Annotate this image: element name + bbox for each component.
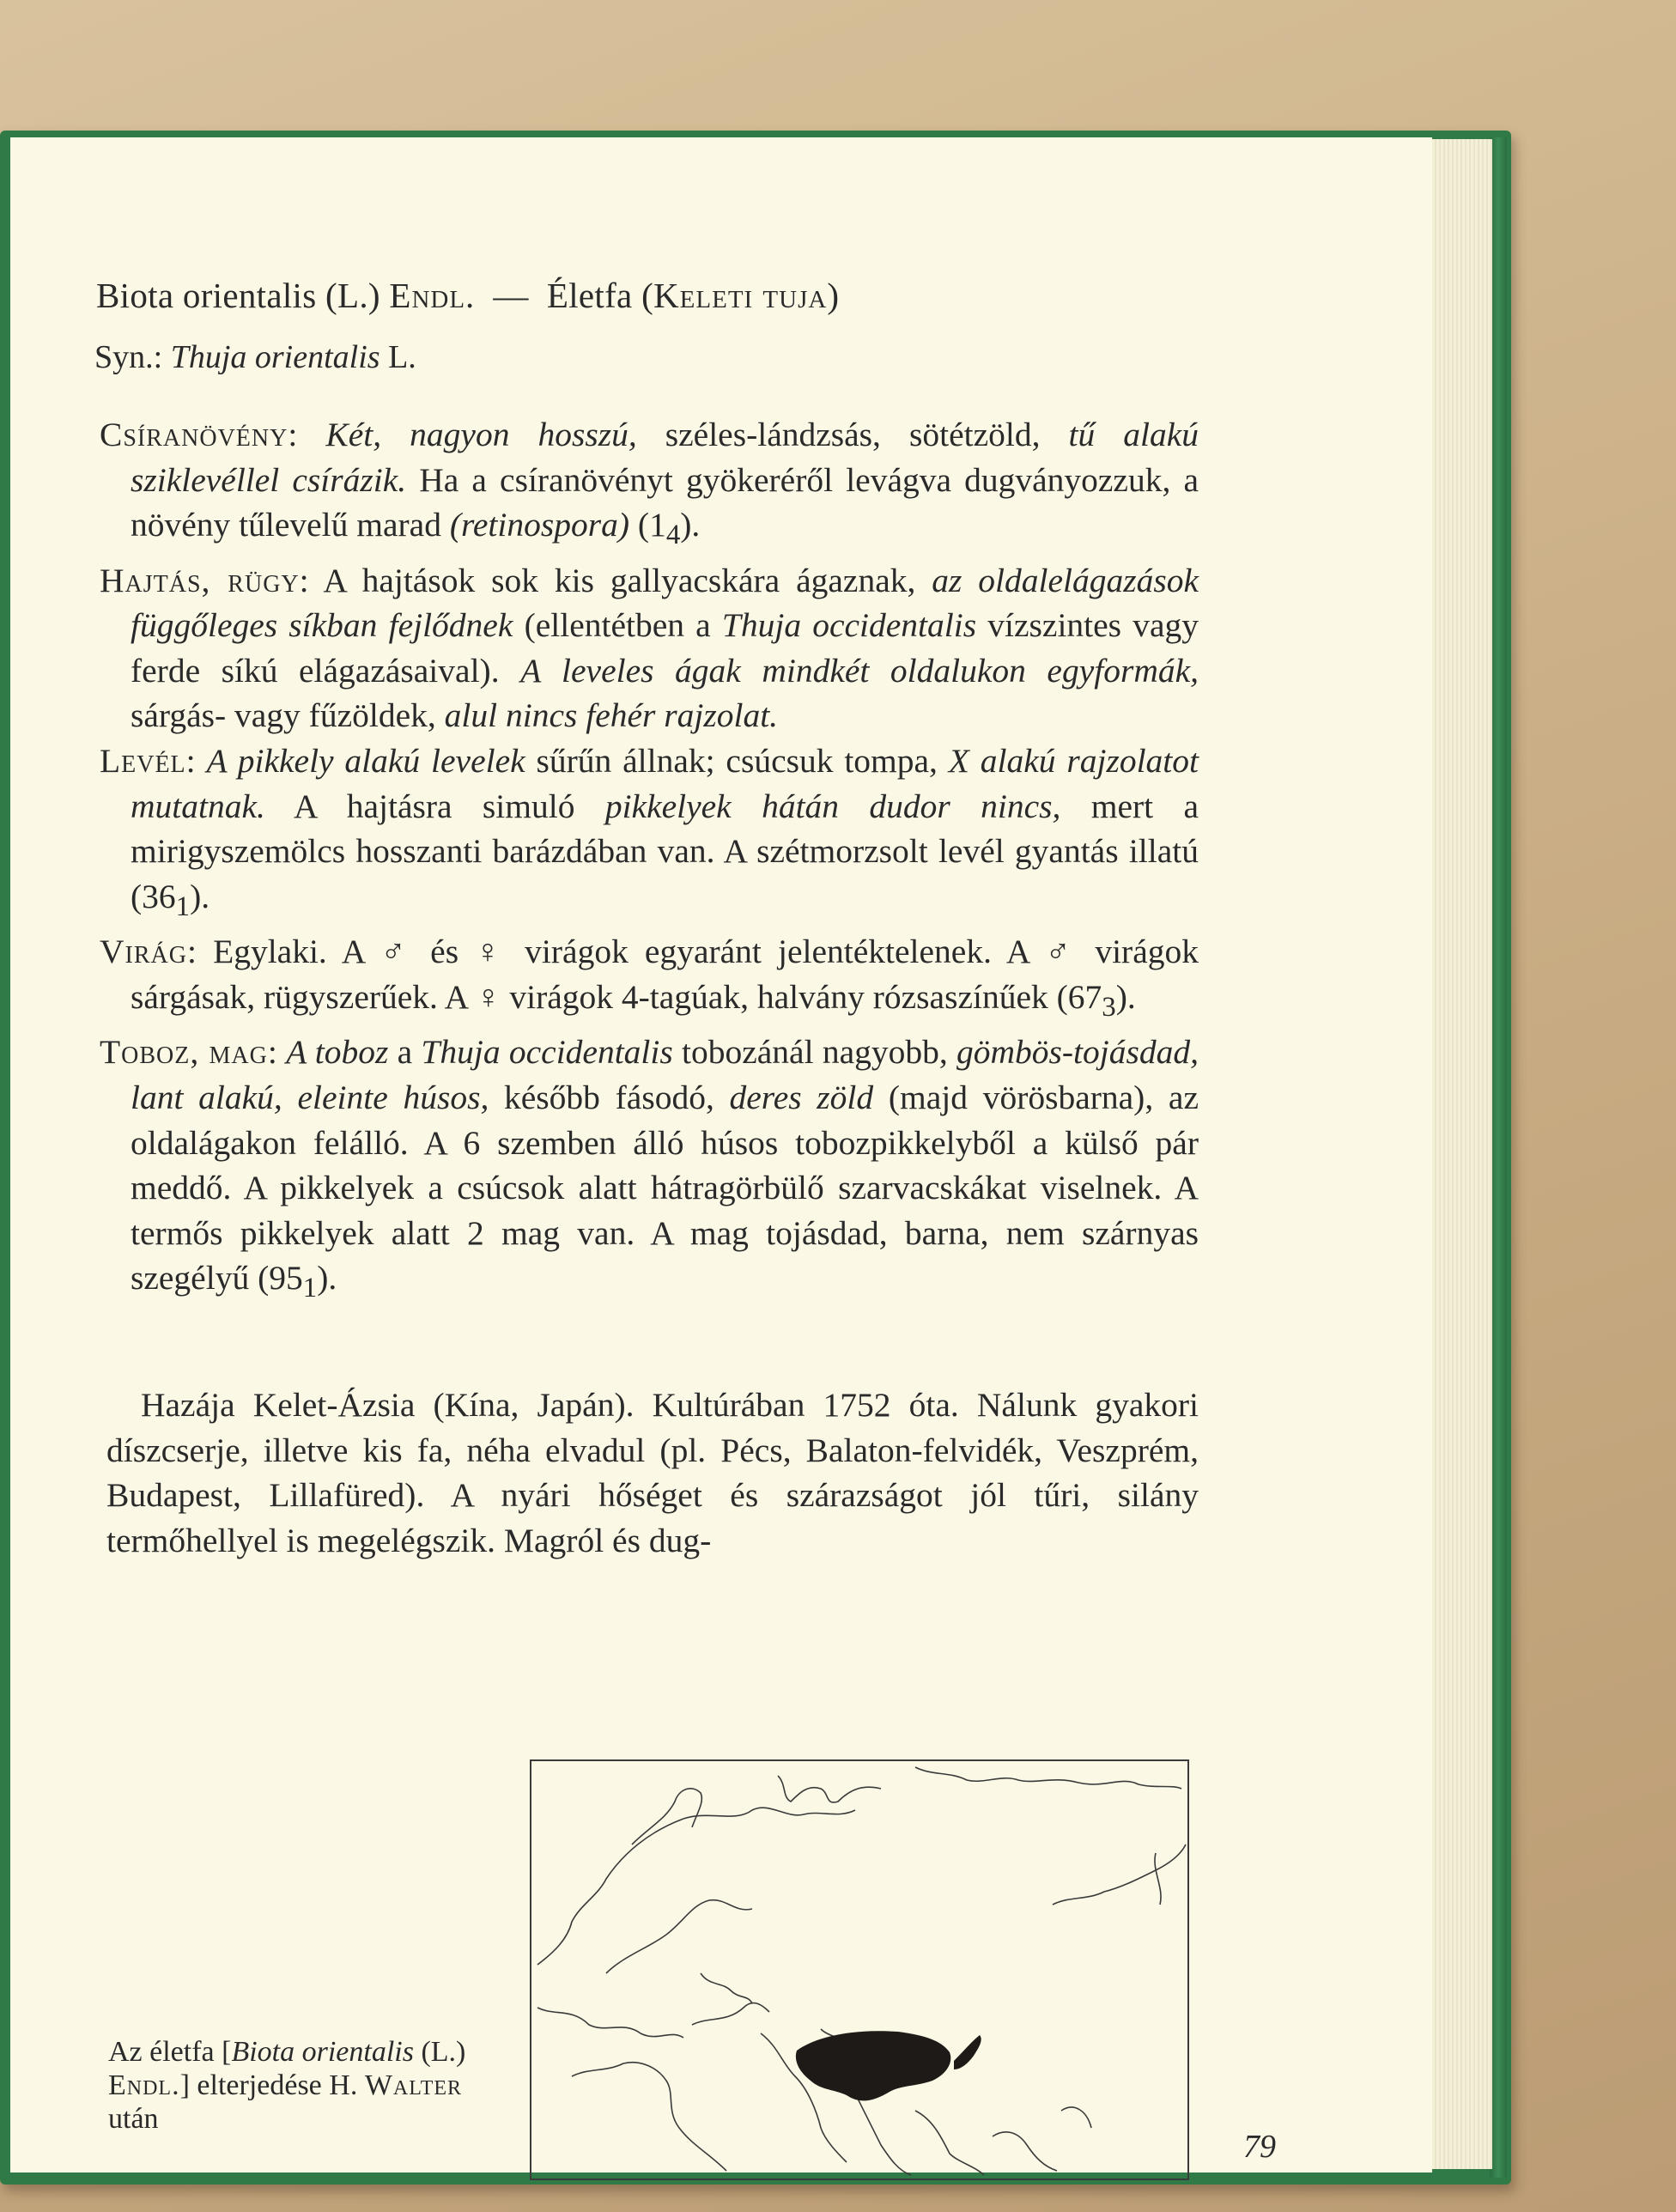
caption-text: után — [108, 2103, 159, 2135]
species-heading — [96, 275, 839, 316]
dash: — — [493, 276, 529, 315]
label-separator: : — [186, 933, 197, 971]
label-separator: : — [288, 416, 298, 453]
text: tobozánál nagyobb, — [672, 1033, 956, 1072]
range-map-figure — [520, 1750, 1199, 2190]
text-italic: Thuja occidentalis — [421, 1033, 673, 1072]
section-label: Virág — [100, 933, 187, 971]
text-italic: X alakú rajzolatot mutatnak. — [131, 742, 1199, 825]
text: sűrűn állnak; csúcsuk tompa, — [525, 742, 949, 781]
text-italic: A leveles ágak mindkét oldalukon egyformák, — [520, 651, 1199, 690]
caption-text: Az életfa [ — [108, 2036, 232, 2068]
synonym-prefix: Syn.: — [94, 339, 163, 375]
text: széles-lándzsás, sötétzöld, — [636, 416, 1069, 453]
range-area-china — [796, 2031, 950, 2100]
label-separator: : — [267, 1033, 277, 1072]
text: ). — [317, 1259, 337, 1297]
synonym-author: L. — [388, 339, 416, 375]
text: Ha a csíranövényt gyökeréről levágva dugványozzuk, a növény tűlevelű marad — [131, 460, 1199, 544]
paren-close: ) — [827, 276, 840, 315]
caption-species: Biota orientalis — [231, 2036, 414, 2068]
section-label: Csíranövény — [100, 416, 288, 453]
figure-ref-sub: 3 — [1102, 991, 1116, 1023]
text-italic: Két, nagyon hosszú, — [325, 416, 637, 453]
page-number: 79 — [1243, 2129, 1276, 2165]
book-page — [10, 137, 1432, 2172]
distribution-paragraph: Hazája Kelet-Ázsia (Kína, Japán). Kultúrában 1752 óta. Nálunk gyakori díszcserje, illetve kis fa, néha elvadul (pl. Pécs, Balaton-felvidék, Veszprém, Budapest, Lillafüred). A nyári hőséget és szárazságot jól tűri, silány termőhellyel is megelégszik. Magról és dug- — [106, 1386, 1199, 1559]
distribution-map — [520, 1750, 1199, 2190]
synonym-line — [94, 338, 416, 376]
hungarian-name: Életfa — [546, 276, 633, 315]
text-italic: A toboz — [286, 1033, 389, 1072]
text-italic: A pikkely alakú levelek — [206, 742, 525, 781]
section-label: Levél — [100, 742, 186, 781]
text-italic: gömbös-tojásdad, lant alakú, eleinte húsos, — [131, 1033, 1199, 1116]
synonym-name: Thuja orientalis — [170, 339, 380, 375]
map-frame — [531, 1760, 1188, 2179]
range-area-japan — [954, 2035, 981, 2069]
author-name: Endl. — [389, 276, 476, 315]
text: mert a mirigyszemölcs hosszanti barázdában van. A szétmorzsolt levél gyantás illatú (36 — [131, 787, 1199, 915]
section-label: Hajtás, rügy — [100, 561, 300, 599]
figure-ref-sub: 1 — [175, 890, 191, 922]
text-italic: deres zöld — [729, 1078, 874, 1116]
caption-text: (L.) — [413, 2036, 466, 2068]
text: a — [388, 1033, 422, 1072]
book-spine-edge — [1490, 137, 1507, 2178]
text-italic: tű alakú sziklevéllel csírázik. — [131, 416, 1199, 499]
figure-ref-sub: 4 — [665, 520, 681, 551]
text-italic: (retinospora) — [449, 506, 630, 544]
text: Egylaki. A ♂ és ♀ virágok egyaránt jelentéktelenek. A ♂ virágok sárgásak, rügyszerűek. A ♀ virágok 4-tagúak, halvány rózsaszínűek (67 — [131, 933, 1199, 1016]
section-leaf — [100, 738, 1199, 929]
label-separator: : — [299, 561, 309, 599]
coastlines — [537, 1767, 1186, 2175]
page-edges — [1432, 139, 1492, 2169]
text: A hajtásra simuló — [264, 787, 605, 825]
section-cone-seed — [100, 1030, 1199, 1310]
text-italic: pikkelyek hátán dudor nincs, — [604, 787, 1061, 825]
common-name: Keleti tuja — [653, 276, 828, 315]
genus-name: Biota — [96, 276, 174, 315]
section-label: Toboz, mag — [100, 1033, 268, 1072]
text: A hajtások sok kis gallyacskára ágaznak, — [323, 561, 932, 599]
paren-open: ( — [641, 276, 654, 315]
figure-ref-sub: 1 — [302, 1273, 318, 1304]
text: (ellentétben a — [513, 606, 722, 645]
section-flower — [100, 929, 1199, 1030]
text: ). — [1115, 977, 1136, 1016]
species-epithet: orientalis — [182, 276, 317, 315]
map-caption — [108, 2035, 503, 2136]
text-italic: alul nincs fehér rajzolat. — [444, 696, 779, 735]
text: később fásodó, — [489, 1078, 730, 1116]
label-separator: : — [185, 742, 196, 781]
text: vízszintes vagy ferde síkú elágazásaival). — [131, 606, 1199, 690]
text: sárgás- vagy fűzöldek, — [131, 696, 445, 735]
caption-source-author: Walter — [364, 2069, 463, 2101]
text: (majd vörösbarna), az oldalágakon felálló. A 6 szemben álló húsos tobozpikkelyből a külső pár meddő. A pikkelyek a csúcsok alatt hátragörbülő szarvacskákat viselnek. A termős pikkelyek alatt 2 mag van. A mag tojásdad, barna, nem szárnyas szegélyű (95 — [131, 1078, 1199, 1297]
caption-author: Endl. — [108, 2069, 180, 2101]
author-abbrev: (L.) — [325, 276, 380, 315]
species-description — [100, 412, 1199, 1311]
text: (1 — [629, 506, 666, 544]
text-italic: Thuja occidentalis — [721, 606, 977, 645]
text: ). — [680, 506, 701, 544]
caption-text: ] elterjedése H. — [179, 2069, 365, 2101]
text: ). — [190, 877, 210, 915]
section-seedling — [100, 412, 1199, 558]
text-italic: az oldalelágazások függőleges síkban fejlődnek — [131, 561, 1199, 645]
section-shoot-bud — [100, 558, 1199, 738]
